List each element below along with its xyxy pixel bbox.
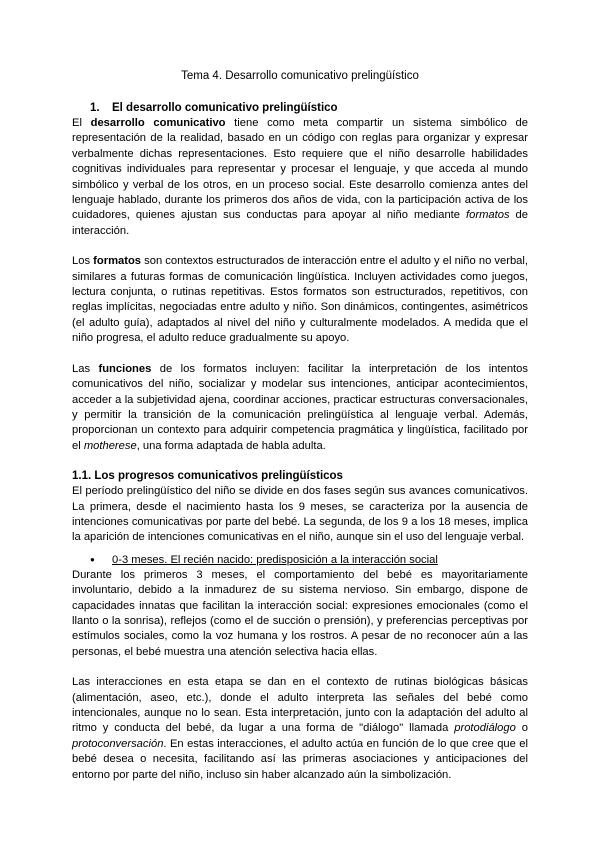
paragraph-primeros-3-meses: Durante los primeros 3 meses, el comportamiento del bebé es mayoritariamente involuntario, debido a la inmadurez de su sistema nervioso. Sin embargo, dispone de capacidades innatas que facilitan la interacción social: expresiones emocionales (como el llanto o la sonrisa), reflejos (como el de succión o prensión), y preferencias perceptivas por estímulos sociales, como la voz humana y los rostros. A pesar de no reconocer aún a las personas, el bebé muestra una atención selectiva hacia ellas. bbox=[72, 568, 528, 658]
italic-term-protodialogo: protodiálogo bbox=[454, 722, 516, 735]
italic-term-formatos: formatos bbox=[466, 209, 510, 222]
text-run: . En estas interacciones, el adulto actúa en función de lo que cree que el bebé desea o necesita, facilitando así las primeras asociaciones y anticipaciones del entorno por parte del niño, incluso sin haber alcanzado aún la simbolización. bbox=[72, 737, 528, 781]
bullet-label: 0-3 meses. El recién nacido: predisposición a la interacción social bbox=[112, 553, 438, 566]
text-run: Los bbox=[72, 255, 94, 268]
bold-term-funciones: funciones bbox=[98, 362, 152, 375]
text-run: tiene como meta compartir un sistema simbólico de representación de la realidad, basado en un código con reglas para organizar y expresar verbalmente dichas representaciones. Esto requiere que el niño desarrolle habilidades cognitivas individuales para representar y procesar el lenguaje, y que acceda al mundo simbólico y verbal de los otros, en un proceso social. Este desarrollo comienza antes del lenguaje hablado, durante los primeros dos años de vida, con la participación activa de los cuidadores, quienes ajustan sus conductas para apoyar al niño mediante bbox=[72, 117, 529, 222]
section-heading-1 bbox=[72, 100, 528, 116]
text-run: Las bbox=[72, 362, 99, 375]
text-run: son contextos estructurados de interacción entre el adulto y el niño no verbal, similares a futuras formas de comunicación lingüística. Incluyen actividades como juegos, lectura conjunta, o rutinas repetitivas. Estos formatos son estructurados, repetitivos, con reglas implícitas, negociadas entre adulto y niño. Son dinámicos, contingentes, asimétricos (el adulto guía), adaptados al nivel del niño y culturalmente modelados. A medida que el niño progresa, el adulto reduce gradualmente su apoyo. bbox=[72, 255, 528, 345]
italic-term-protoconversacion: protoconversación bbox=[72, 737, 164, 750]
document-title: Tema 4. Desarrollo comunicativo prelingüístico bbox=[181, 70, 419, 82]
text-run: de los formatos incluyen: facilitar la interpretación de los intentos comunicativos del niño, socializar y modelar sus intenciones, anticipar acontecimientos, acceder a la subjetividad ajena, coordinar acciones, practicar estructuras conversacionales, y permitir la transición de la comunicación prelingüística al lenguaje verbal. Además, proporcionan un contexto para adquirir competencia pragmática y lingüística, facilitado por el bbox=[72, 362, 528, 452]
paragraph-interacciones bbox=[72, 675, 528, 783]
section-number: 1. bbox=[90, 102, 100, 114]
bold-term-desarrollo-comunicativo: desarrollo comunicativo bbox=[90, 117, 226, 129]
bullet-item-0-3-meses bbox=[72, 552, 528, 568]
section-heading-text: El desarrollo comunicativo prelingüístico bbox=[112, 102, 338, 114]
paragraph-periodo-prelinguistico: El período prelingüístico del niño se divide en dos fases según sus avances comunicativos. La primera, desde el nacimiento hasta los 9 meses, se caracteriza por la ausencia de intenciones comunicativas por parte del bebé. La segunda, de los 9 a los 18 meses, implica la aparición de intenciones comunicativas en el niño, aunque sin el uso del lenguaje verbal. bbox=[72, 485, 528, 544]
bold-term-formatos: formatos bbox=[93, 255, 142, 268]
text-run: Las interacciones en esta etapa se dan en el contexto de rutinas biológicas básicas (alimentación, aseo, etc.), donde el adulto interpreta las señales del bebé como intencionales, aunque no lo sean. Esta interpretación, junto con la adaptación del adulto al ritmo y conducta del bebé, da lugar a una forma de "diálogo" llamada bbox=[72, 676, 528, 735]
text-run: El bbox=[72, 117, 91, 129]
text-run: , una forma adaptada de habla adulta. bbox=[136, 439, 326, 452]
text-run: o bbox=[515, 722, 528, 735]
paragraph-desarrollo-comunicativo bbox=[72, 116, 528, 239]
bullet-dot-icon: ● bbox=[90, 554, 95, 564]
italic-term-motherese: motherese bbox=[83, 439, 137, 452]
subsection-heading-1-1: 1.1. Los progresos comunicativos prelingüísticos bbox=[72, 470, 343, 483]
paragraph-formatos bbox=[72, 254, 528, 346]
text-run: de interacción. bbox=[72, 209, 528, 237]
paragraph-funciones bbox=[72, 362, 528, 454]
document-page bbox=[72, 68, 528, 798]
